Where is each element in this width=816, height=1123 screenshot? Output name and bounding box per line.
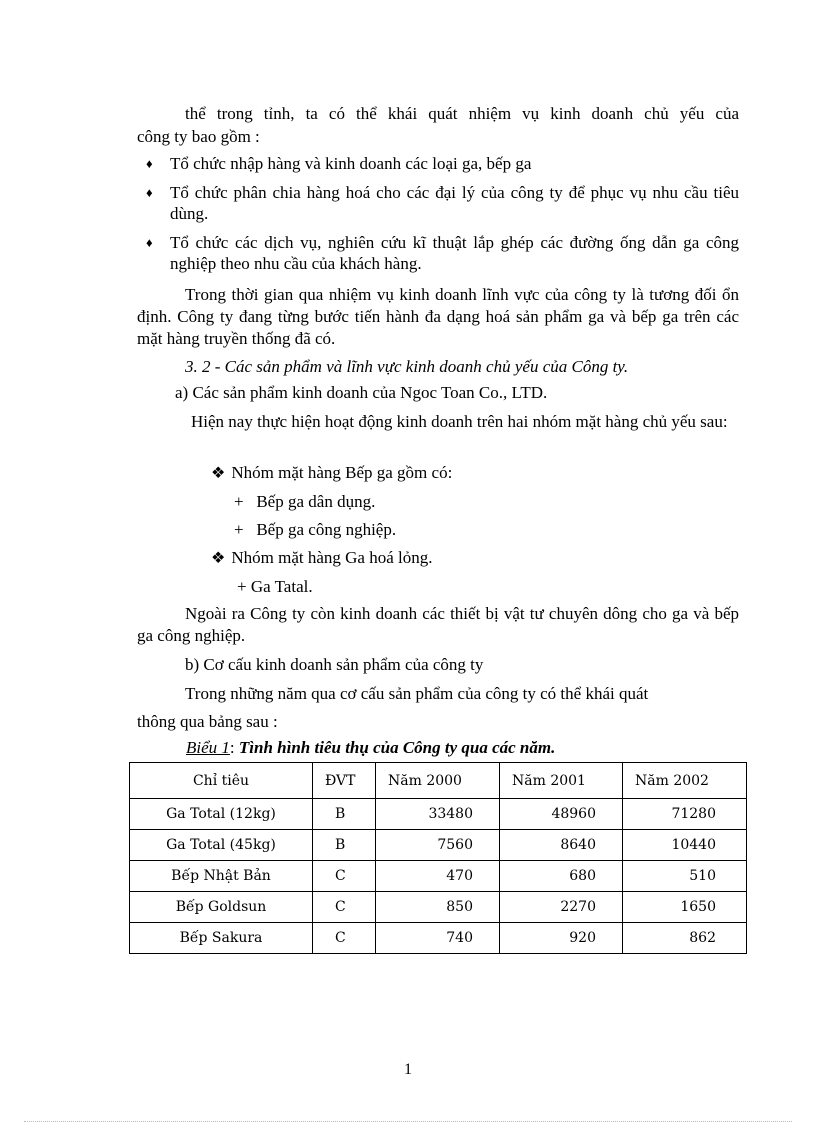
bullet-text: Tổ chức nhập hàng và kinh doanh các loại ga, bếp ga <box>170 154 532 173</box>
bullet-text: Tổ chức phân chia hàng hoá cho các đại lý của công ty để phục vụ nhu cầu tiêu dùng. <box>170 183 739 223</box>
cell-unit: C <box>313 892 376 923</box>
paragraph-structure-line-2: thông qua bảng sau : <box>137 712 278 731</box>
group-title: Nhóm mặt hàng Bếp ga gồm có: <box>231 463 453 482</box>
group-title: Nhóm mặt hàng Ga hoá lỏng. <box>231 548 433 567</box>
table-caption <box>186 737 555 759</box>
col-header-2002: Năm 2002 <box>623 763 747 799</box>
cell-2001: 48960 <box>500 799 623 830</box>
caption-label: Biểu 1 <box>186 738 230 757</box>
cell-2000: 850 <box>376 892 500 923</box>
cell-2000: 470 <box>376 861 500 892</box>
table-header-row <box>130 763 747 799</box>
table-row <box>130 861 747 892</box>
cell-2001: 920 <box>500 923 623 954</box>
group-item <box>237 576 313 598</box>
diamond-bullet-icon: ♦ <box>146 156 153 171</box>
col-header-2001: Năm 2001 <box>500 763 623 799</box>
cell-indicator: Ga Total (12kg) <box>130 799 313 830</box>
intro-line-2: công ty bao gồm : <box>137 127 260 146</box>
group-item <box>234 491 375 513</box>
bullet-item <box>146 182 739 224</box>
table-row <box>130 799 747 830</box>
cell-2002: 862 <box>623 923 747 954</box>
bullet-item <box>146 232 739 274</box>
bullet-item <box>146 153 739 174</box>
cell-2002: 510 <box>623 861 747 892</box>
page-bottom-divider <box>24 1121 792 1122</box>
diamond-check-icon: ❖ <box>211 465 226 482</box>
diamond-bullet-icon: ♦ <box>146 185 153 200</box>
table-row <box>130 830 747 861</box>
paragraph-duties: Trong thời gian qua nhiệm vụ kinh doanh lĩnh vực của công ty là tương đối ổn định. Công ty đang từng bước tiến hành đa dạng hoá sản phẩm ga và bếp ga trên các mặt hàng truyền thống đã có. <box>137 285 739 348</box>
sub-heading-b: b) Cơ cấu kinh doanh sản phẩm của công ty <box>185 655 484 674</box>
cell-2001: 8640 <box>500 830 623 861</box>
caption-separator: : <box>229 738 239 757</box>
cell-unit: C <box>313 861 376 892</box>
cell-unit: B <box>313 830 376 861</box>
plus-icon: + <box>234 520 244 539</box>
table-row <box>130 892 747 923</box>
cell-unit: B <box>313 799 376 830</box>
group-item-text: Bếp ga công nghiệp. <box>256 520 397 539</box>
page-number: 1 <box>404 1061 412 1078</box>
intro-line-1: thể trong tỉnh, ta có thể khái quát nhiệm vụ kinh doanh chủ yếu của <box>185 104 739 123</box>
plus-icon: + <box>237 577 247 596</box>
paragraph-product-groups: Hiện nay thực hiện hoạt động kinh doanh trên hai nhóm mặt hàng chủ yếu sau: <box>191 412 728 431</box>
table-row <box>130 923 747 954</box>
diamond-bullet-icon: ♦ <box>146 235 153 250</box>
sales-table <box>129 762 747 954</box>
plus-icon: + <box>234 492 244 511</box>
caption-title: Tình hình tiêu thụ của Công ty qua các năm. <box>238 738 556 757</box>
col-header-2000: Năm 2000 <box>376 763 500 799</box>
cell-2000: 33480 <box>376 799 500 830</box>
cell-indicator: Bếp Sakura <box>130 923 313 954</box>
col-header-indicator: Chỉ tiêu <box>130 763 313 799</box>
sub-heading-a: a) Các sản phẩm kinh doanh của Ngoc Toan Co., LTD. <box>175 383 548 402</box>
group-item-text: Ga Tatal. <box>250 577 313 596</box>
cell-unit: C <box>313 923 376 954</box>
paragraph-equipment: Ngoài ra Công ty còn kinh doanh các thiết bị vật tư chuyên dông cho ga và bếp ga công nghiệp. <box>137 604 739 645</box>
group-ga-hoa-long <box>211 547 432 570</box>
bullet-text: Tổ chức các dịch vụ, nghiên cứu kĩ thuật lắp ghép các đường ống dẫn ga công nghiệp theo nhu cầu của khách hàng. <box>170 233 739 273</box>
col-header-unit: ĐVT <box>313 763 376 799</box>
group-item-text: Bếp ga dân dụng. <box>256 492 376 511</box>
cell-indicator: Bếp Nhật Bản <box>130 861 313 892</box>
cell-indicator: Ga Total (45kg) <box>130 830 313 861</box>
group-bep-ga <box>211 462 452 485</box>
paragraph-structure-line-1: Trong những năm qua cơ cấu sản phẩm của công ty có thể khái quát <box>185 684 649 703</box>
diamond-check-icon: ❖ <box>211 550 226 567</box>
section-heading: 3. 2 - Các sản phẩm và lĩnh vực kinh doanh chủ yếu của Công ty. <box>185 357 629 376</box>
cell-2000: 740 <box>376 923 500 954</box>
cell-2002: 10440 <box>623 830 747 861</box>
cell-2001: 680 <box>500 861 623 892</box>
cell-2000: 7560 <box>376 830 500 861</box>
cell-2002: 71280 <box>623 799 747 830</box>
cell-indicator: Bếp Goldsun <box>130 892 313 923</box>
group-item <box>234 519 396 541</box>
cell-2002: 1650 <box>623 892 747 923</box>
cell-2001: 2270 <box>500 892 623 923</box>
